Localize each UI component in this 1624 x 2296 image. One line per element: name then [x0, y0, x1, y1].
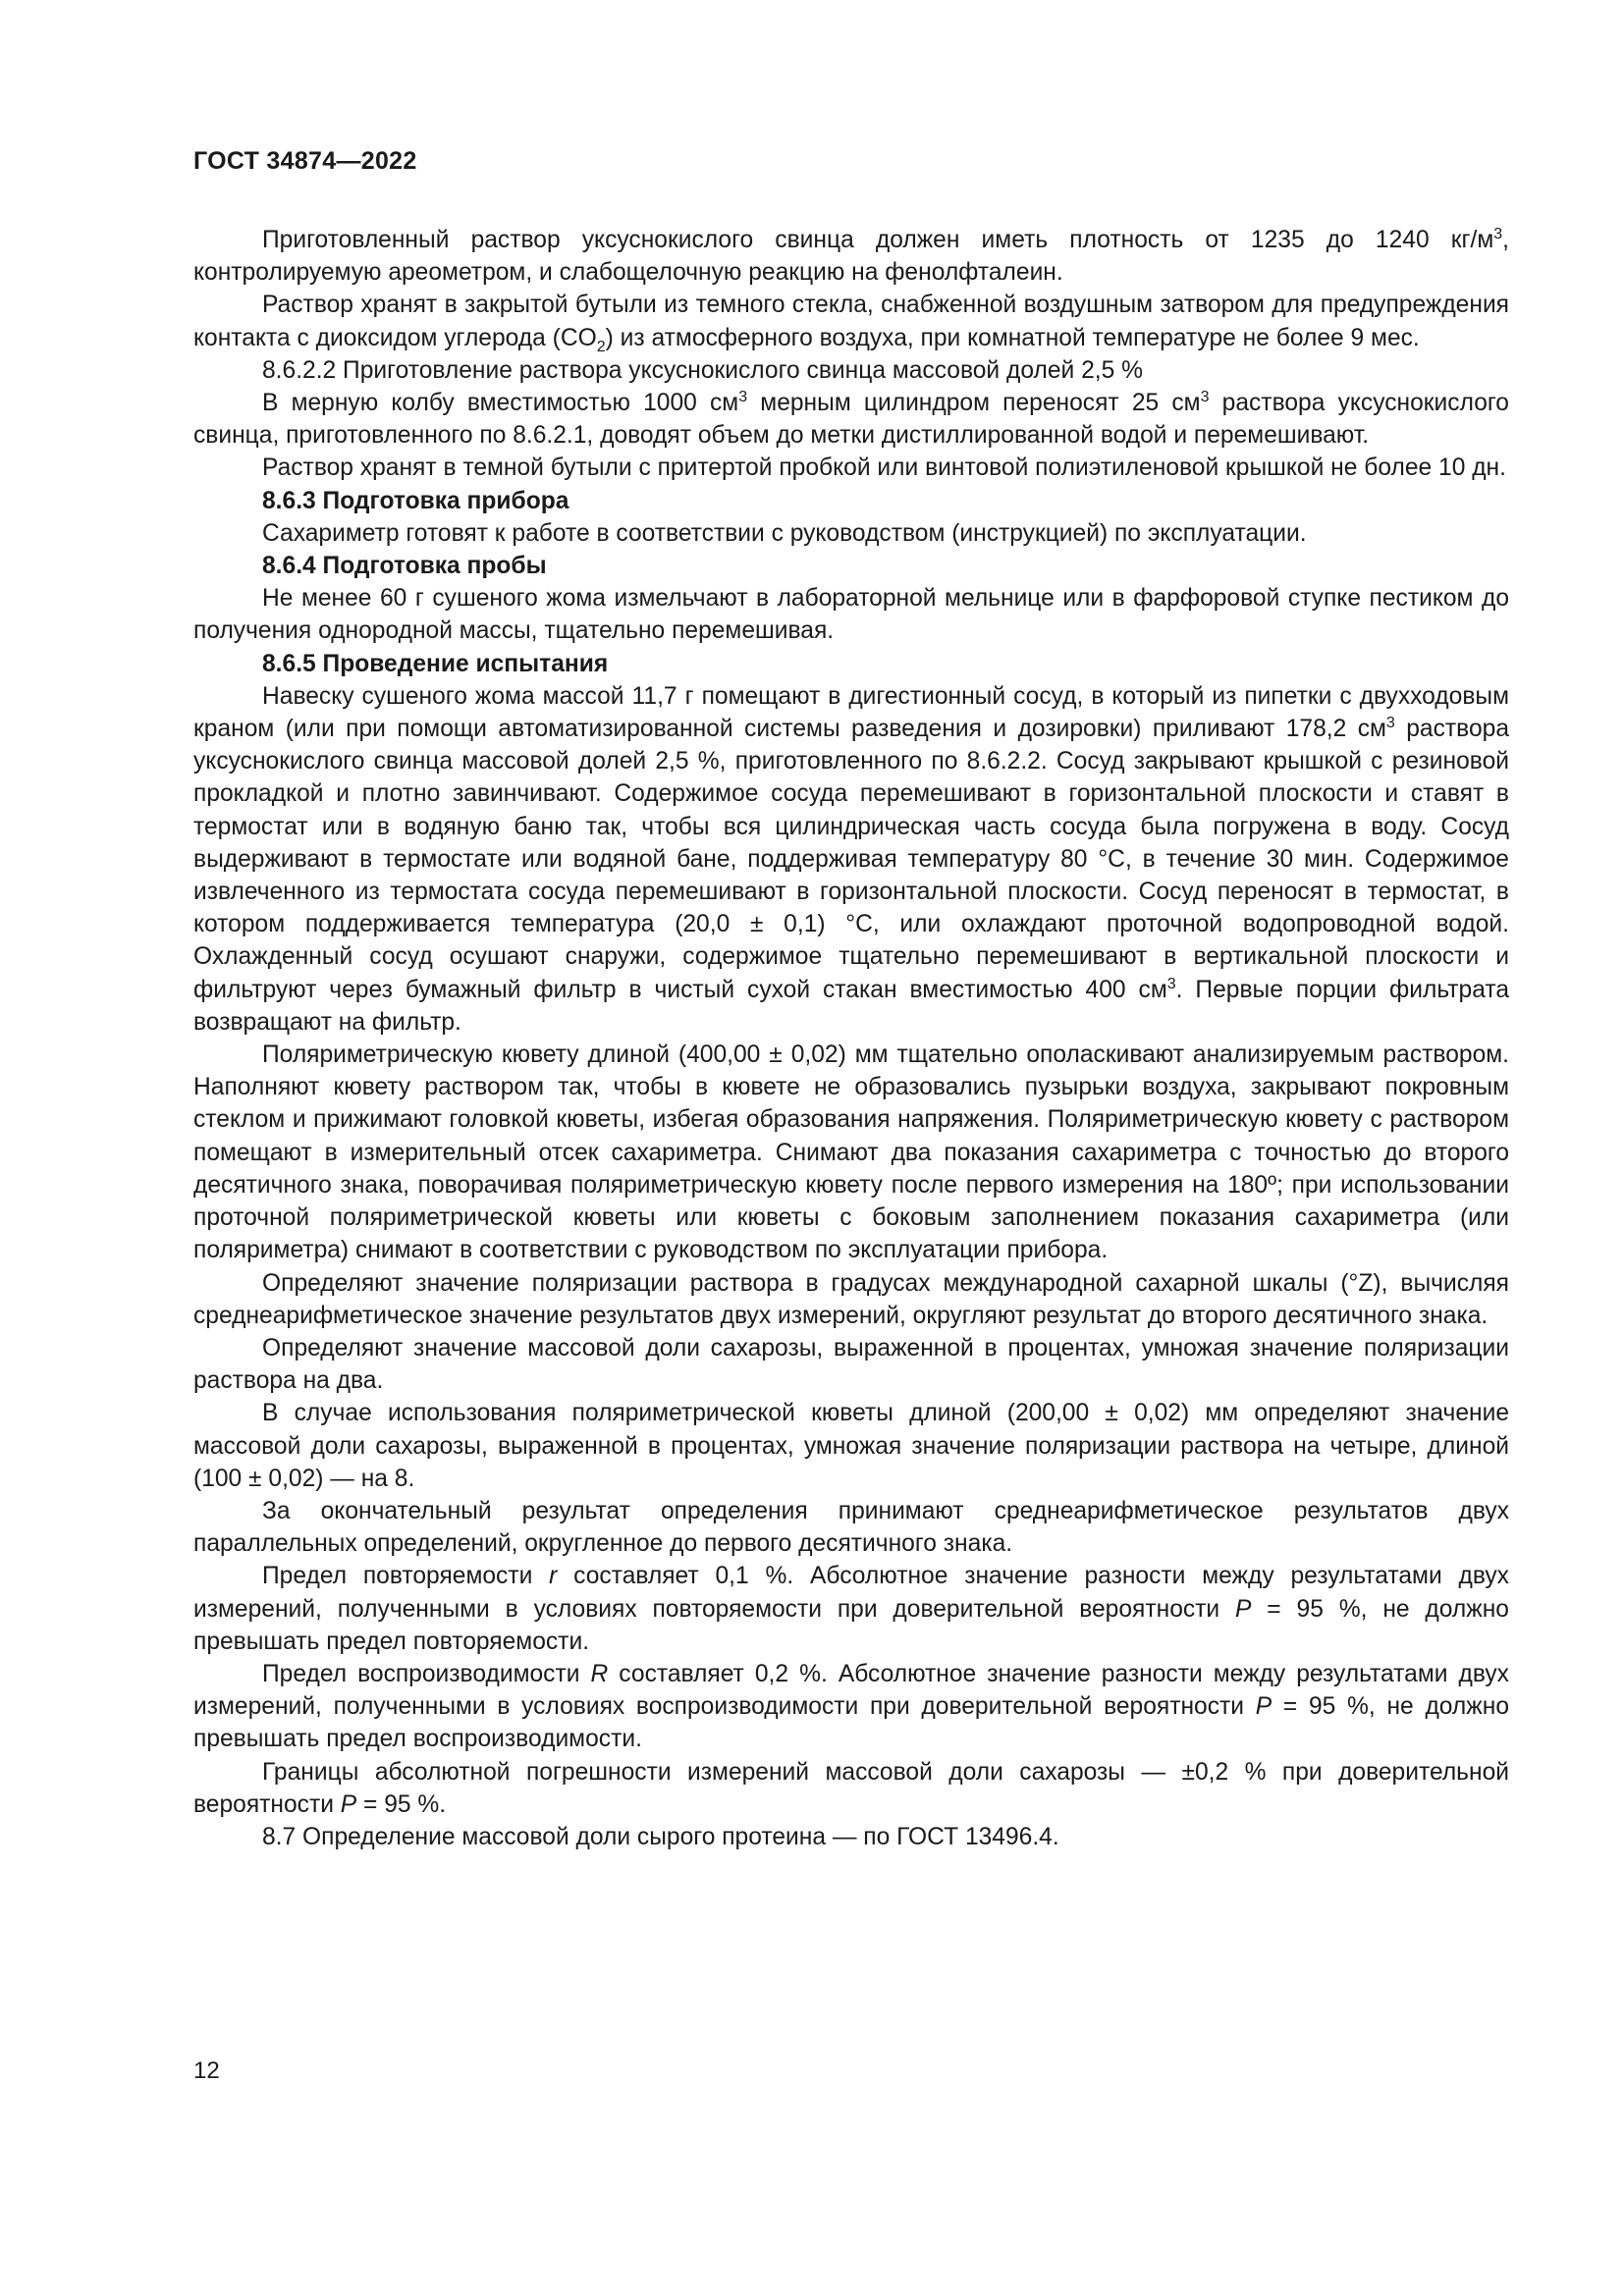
superscript: 3	[738, 389, 748, 406]
text-run: Раствор хранят в темной бутыли с притертой пробкой или винтовой полиэтиленовой крышкой не более 10 дн.	[262, 454, 1506, 482]
paragraph	[193, 1756, 1509, 1821]
paragraph	[193, 1821, 1509, 1853]
text-run: В мерную колбу вместимостью 1000 см	[262, 390, 739, 417]
paragraph	[193, 517, 1509, 550]
italic-symbol: P	[340, 1790, 357, 1818]
text-run: , контролируемую ареометром, и слабощелочную реакцию на фенолфталеин.	[193, 227, 1509, 287]
text-run: В случае использования поляриметрической кюветы длиной (200,00 ± 0,02) мм определяют значение массовой доли сахарозы, выраженной в процентах, умножая значение поляризации раствора на четыре, длиной (100 ± 0,02) — на 8.	[193, 1400, 1509, 1492]
text-run: Навеску сушеного жома массой 11,7 г помещают в дигестионный сосуд, в который из пипетки с двухходовым краном (или при помощи автоматизированной системы разведения и дозировки) приливают 178,2 см	[193, 682, 1509, 743]
section-heading	[193, 485, 1509, 517]
text-run: Предел повторяемости	[262, 1563, 550, 1590]
italic-symbol: r	[549, 1563, 558, 1590]
superscript: 3	[1200, 389, 1210, 406]
italic-symbol: P	[1255, 1693, 1272, 1721]
paragraph	[193, 224, 1509, 289]
paragraph	[193, 1267, 1509, 1332]
superscript: 3	[1166, 975, 1176, 992]
text-run: . Первые порции фильтрата возвращают на фильтр.	[193, 976, 1509, 1036]
subscript: 2	[596, 338, 606, 355]
document-header: ГОСТ 34874—2022	[193, 147, 417, 175]
text-run: Границы абсолютной погрешности измерений массовой доли сахарозы — ±0,2 % при доверительной вероятности	[193, 1758, 1509, 1818]
superscript: 3	[1385, 715, 1395, 732]
text-run: Сахариметр готовят к работе в соответствии с руководством (инструкцией) по эксплуатации.	[262, 519, 1307, 547]
paragraph	[193, 387, 1509, 452]
text-run: Не менее 60 г сушеного жома измельчают в лабораторной мельнице или в фарфоровой ступке пестиком до получения однородной массы, тщательно перемешивая.	[193, 585, 1509, 645]
paragraph	[193, 680, 1509, 1039]
page-number: 12	[193, 2057, 220, 2084]
text-run: раствора уксуснокислого свинца массовой долей 2,5 %, приготовленного по 8.6.2.2. Сосуд закрывают крышкой с резиновой прокладкой и плотно завинчивают. Содержимое сосуда перемешивают в горизонтальной плоскости и ставят в термостат или в водяную баню так, чтобы вся цилиндрическая часть сосуда была погружена в воду. Сосуд выдерживают в термостате или водяной бане, поддерживая температуру 80 °С, в течение 30 мин. Содержимое извлеченного из термостата сосуда перемешивают в горизонтальной плоскости. Сосуд переносят в термостат, в котором поддерживается температура (20,0 ± 0,1) °С, или охлаждают проточной водопроводной водой. Охлажденный сосуд осушают снаружи, содержимое тщательно перемешивают в вертикальной плоскости и фильтруют через бумажный фильтр в чистый сухой стакан вместимостью 400 см	[193, 716, 1509, 1003]
text-run: 8.6.3 Подготовка прибора	[262, 487, 569, 514]
text-run: Определяют значение массовой доли сахарозы, выраженной в процентах, умножая значение поляризации раствора на два.	[193, 1334, 1509, 1395]
text-run: составляет 0,2 %. Абсолютное значение разности между результатами двух измерений, полученными в условиях воспроизводимости при доверительной вероятности	[193, 1660, 1509, 1721]
text-run: ) из атмосферного воздуха, при комнатной температуре не более 9 мес.	[605, 324, 1420, 351]
text-run: Поляриметрическую кювету длиной (400,00 ± 0,02) мм тщательно ополаскивают анализируемым раствором. Наполняют кювету раствором так, чтобы в кювете не образовались пузырьки воздуха, закрывают покровным стеклом и прижимают головкой кюветы, избегая образования напряжения. Поляриметрическую кювету с раствором помещают в измерительный отсек сахариметра. Снимают два показания сахариметра с точностью до второго десятичного знака, поворачивая поляриметрическую кювету после первого измерения на 180º; при использовании проточной поляриметрической кюветы или кюветы с боковым заполнением показания сахариметра (или поляриметра) снимают в соответствии с руководством по эксплуатации прибора.	[193, 1041, 1509, 1264]
text-run: раствора уксуснокислого свинца, приготовленного по 8.6.2.1, доводят объем до метки дистиллированной водой и перемешивают.	[193, 390, 1509, 450]
italic-symbol: R	[590, 1660, 609, 1687]
section-heading	[193, 550, 1509, 582]
text-run: мерным цилиндром переносят 25 см	[747, 390, 1201, 417]
text-run: = 95 %, не должно превышать предел повторяемости.	[193, 1595, 1509, 1655]
paragraph	[193, 289, 1509, 353]
paragraph	[193, 1495, 1509, 1560]
italic-symbol: P	[1235, 1595, 1252, 1623]
paragraph	[193, 1397, 1509, 1495]
text-run: За окончательный результат определения принимают среднеарифметическое результатов двух параллельных определений, округленное до первого десятичного знака.	[193, 1497, 1509, 1558]
paragraph	[193, 1039, 1509, 1266]
text-run: Раствор хранят в закрытой бутыли из темного стекла, снабженной воздушным затвором для предупреждения контакта с диоксидом углерода (CO	[193, 292, 1509, 351]
superscript: 3	[1493, 226, 1503, 242]
text-run: = 95 %.	[356, 1790, 447, 1818]
text-run: = 95 %, не должно превышать предел воспроизводимости.	[193, 1693, 1509, 1753]
text-run: Определяют значение поляризации раствора в градусах международной сахарной шкалы (°Z), вычисляя среднеарифметическое значение результатов двух измерений, округляют результат до второго десятичного знака.	[193, 1269, 1509, 1329]
text-run: составляет 0,1 %. Абсолютное значение разности между результатами двух измерений, полученными в условиях повторяемости при доверительной вероятности	[193, 1563, 1509, 1623]
text-run: Приготовленный раствор уксуснокислого свинца должен иметь плотность от 1235 до 1240 кг/м	[262, 227, 1494, 253]
text-run: 8.7 Определение массовой доли сырого протеина — по ГОСТ 13496.4.	[262, 1823, 1059, 1850]
text-run: 8.6.2.2 Приготовление раствора уксуснокислого свинца массовой долей 2,5 %	[262, 356, 1143, 384]
paragraph	[193, 1332, 1509, 1397]
text-run: 8.6.4 Подготовка пробы	[262, 553, 547, 580]
paragraph	[193, 354, 1509, 387]
paragraph	[193, 452, 1509, 484]
text-run: Предел воспроизводимости	[262, 1660, 591, 1687]
text-run: 8.6.5 Проведение испытания	[262, 650, 609, 677]
section-heading	[193, 648, 1509, 680]
paragraph	[193, 1658, 1509, 1756]
document-body	[193, 224, 1509, 1853]
paragraph	[193, 1560, 1509, 1658]
paragraph	[193, 582, 1509, 647]
